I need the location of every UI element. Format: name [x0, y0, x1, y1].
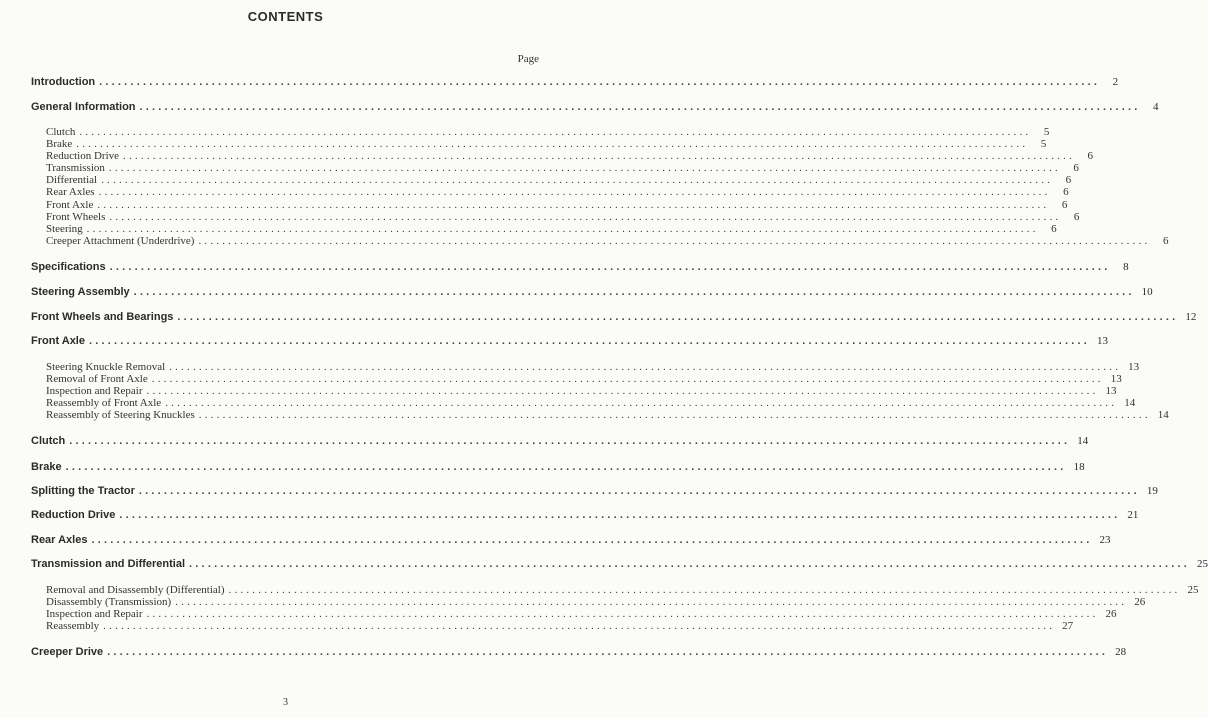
- toc-entry-label: Removal of Front Axle: [46, 373, 148, 385]
- toc-entry: [31, 261, 1129, 273]
- toc-subentry: [46, 596, 1146, 608]
- toc-entry-label: Differential: [46, 174, 98, 186]
- leader-dots: ................................................................................................................................................................: [198, 409, 1151, 421]
- leader-dots: ................................................................................................................................................................: [138, 485, 1140, 497]
- toc-entry-page: 14: [1157, 409, 1169, 421]
- toc-entry: [31, 76, 1119, 88]
- toc-subentry: [46, 620, 1074, 632]
- toc-entry-label: Reduction Drive: [46, 150, 120, 162]
- toc-entry-page: 19: [1146, 485, 1158, 497]
- toc-subentry: [46, 174, 1072, 186]
- toc-subentry: [46, 150, 1094, 162]
- leader-dots: ................................................................................................................................................................: [151, 373, 1104, 385]
- page-column-header: Page: [517, 53, 539, 65]
- toc-entry: [31, 558, 1208, 570]
- leader-dots: ................................................................................................................................................................: [198, 235, 1151, 247]
- toc-entry-label: Steering: [46, 223, 83, 235]
- leader-dots: ................................................................................................................................................................: [133, 286, 1135, 298]
- toc-entry-page: 13: [1110, 373, 1122, 385]
- toc-subentry: [46, 361, 1140, 373]
- leader-dots: ................................................................................................................................................................: [79, 126, 1032, 138]
- toc-entry: [31, 509, 1139, 521]
- toc-entry: [31, 101, 1159, 113]
- toc-subentry: [46, 223, 1057, 235]
- toc-entry-label: Reduction Drive: [31, 509, 116, 521]
- leader-dots: ................................................................................................................................................................: [65, 461, 1067, 473]
- toc-entry-label: Reassembly of Steering Knuckles: [46, 409, 195, 421]
- toc-entry-page: 6: [1087, 150, 1094, 162]
- toc-subentry: [46, 126, 1050, 138]
- leader-dots: ................................................................................................................................................................: [146, 385, 1099, 397]
- toc-entry-label: Creeper Attachment (Underdrive): [46, 235, 195, 247]
- toc-subentry: [46, 409, 1169, 421]
- leader-dots: ................................................................................................................................................................: [76, 138, 1029, 150]
- toc-entry-page: 23: [1099, 534, 1111, 546]
- toc-entry-page: 25: [1197, 558, 1208, 570]
- toc-entry-page: 13: [1128, 361, 1140, 373]
- toc-entry: [31, 646, 1127, 658]
- leader-dots: ................................................................................................................................................................: [228, 584, 1181, 596]
- toc-entry-label: Front Wheels: [46, 211, 106, 223]
- leader-dots: ................................................................................................................................................................: [108, 162, 1061, 174]
- toc-entry-label: Disassembly (Transmission): [46, 596, 172, 608]
- toc-entry-page: 6: [1065, 174, 1072, 186]
- toc-entry-page: 6: [1162, 235, 1169, 247]
- toc-subentry: [46, 373, 1122, 385]
- toc-entry-label: Transmission: [46, 162, 105, 174]
- toc-entry: [31, 461, 1085, 473]
- leader-dots: ................................................................................................................................................................: [169, 361, 1122, 373]
- toc-entry-page: 10: [1141, 286, 1153, 298]
- toc-entry-label: Rear Axles: [46, 186, 95, 198]
- page-title: CONTENTS: [247, 9, 324, 24]
- leader-dots: ................................................................................................................................................................: [139, 101, 1141, 113]
- leader-dots: ................................................................................................................................................................: [175, 596, 1128, 608]
- toc-entry-page: 6: [1073, 211, 1080, 223]
- toc-entry: [31, 311, 1197, 323]
- toc-entry-label: General Information: [31, 101, 136, 113]
- leader-dots: ................................................................................................................................................................: [86, 223, 1039, 235]
- toc-entry-label: Brake: [46, 138, 73, 150]
- toc-entry-page: 14: [1077, 435, 1089, 447]
- leader-dots: ................................................................................................................................................................: [165, 397, 1118, 409]
- toc-entry-page: 27: [1062, 620, 1074, 632]
- toc-entry: [31, 534, 1111, 546]
- toc-entry-label: Specifications: [31, 261, 106, 273]
- toc-entry-page: 13: [1105, 385, 1117, 397]
- toc-entry-label: Reassembly: [46, 620, 100, 632]
- toc-entry-label: Creeper Drive: [31, 646, 104, 658]
- toc-entry-page: 21: [1127, 509, 1139, 521]
- toc-entry-label: Inspection and Repair: [46, 385, 143, 397]
- leader-dots: ................................................................................................................................................................: [89, 335, 1090, 347]
- toc-entry: [31, 286, 1153, 298]
- page-number: 3: [283, 697, 288, 708]
- toc-subentry: [46, 235, 1169, 247]
- toc-entry-page: 18: [1073, 461, 1085, 473]
- toc-subentry: [46, 138, 1047, 150]
- toc-entry: [31, 485, 1158, 497]
- toc-entry-page: 13: [1096, 335, 1108, 347]
- toc-entry-label: Introduction: [31, 76, 96, 88]
- toc-entry-label: Splitting the Tractor: [31, 485, 135, 497]
- toc-entry-label: Front Wheels and Bearings: [31, 311, 174, 323]
- toc-entry-label: Transmission and Differential: [31, 558, 186, 570]
- toc-subentry: [46, 162, 1079, 174]
- toc-entry-label: Rear Axles: [31, 534, 88, 546]
- leader-dots: ................................................................................................................................................................: [107, 646, 1109, 658]
- toc-entry-label: Clutch: [46, 126, 76, 138]
- leader-dots: ................................................................................................................................................................: [97, 199, 1050, 211]
- toc-entry-page: 6: [1073, 162, 1079, 174]
- toc-entry-page: 5: [1040, 138, 1047, 150]
- leader-dots: ................................................................................................................................................................: [189, 558, 1191, 570]
- leader-dots: ................................................................................................................................................................: [101, 174, 1054, 186]
- toc-entry-page: 28: [1115, 646, 1127, 658]
- leader-dots: ................................................................................................................................................................: [109, 211, 1062, 223]
- toc-entry-page: 6: [1063, 186, 1069, 198]
- toc-subentry: [46, 211, 1080, 223]
- toc-entry-label: Clutch: [31, 435, 66, 447]
- toc-entry-page: 6: [1051, 223, 1057, 235]
- leader-dots: ................................................................................................................................................................: [98, 186, 1051, 198]
- toc-entry-page: 25: [1187, 584, 1199, 596]
- leader-dots: ................................................................................................................................................................: [119, 509, 1121, 521]
- toc-entry-page: 14: [1124, 397, 1136, 409]
- toc-entry-page: 12: [1185, 311, 1197, 323]
- toc-subentry: [46, 186, 1069, 198]
- toc-entry-page: 6: [1061, 199, 1068, 211]
- toc-entry-page: 26: [1105, 608, 1117, 620]
- toc-entry-label: Front Axle: [31, 335, 85, 347]
- toc-entry-label: Steering Assembly: [31, 286, 130, 298]
- toc-subentry: [46, 199, 1068, 211]
- leader-dots: ................................................................................................................................................................: [69, 435, 1071, 447]
- toc-subentry: [46, 397, 1136, 409]
- leader-dots: ................................................................................................................................................................: [123, 150, 1076, 162]
- toc-entry-label: Reassembly of Front Axle: [46, 397, 162, 409]
- toc-entry-page: 4: [1153, 101, 1159, 113]
- leader-dots: ................................................................................................................................................................: [99, 76, 1101, 88]
- toc-subentry: [46, 385, 1117, 397]
- toc-entry-page: 26: [1134, 596, 1146, 608]
- toc-entry-label: Front Axle: [46, 199, 94, 211]
- toc-entry-page: 5: [1043, 126, 1050, 138]
- leader-dots: ................................................................................................................................................................: [146, 608, 1099, 620]
- toc-entry-label: Brake: [31, 461, 62, 473]
- leader-dots: ................................................................................................................................................................: [177, 311, 1179, 323]
- toc-entry-label: Removal and Disassembly (Differential): [46, 584, 225, 596]
- leader-dots: ................................................................................................................................................................: [91, 534, 1093, 546]
- leader-dots: ................................................................................................................................................................: [109, 261, 1111, 273]
- toc-entry-page: 8: [1123, 261, 1129, 273]
- toc-subentry: [46, 584, 1199, 596]
- toc-entry: [31, 435, 1089, 447]
- toc-subentry: [46, 608, 1117, 620]
- toc-entry-label: Inspection and Repair: [46, 608, 143, 620]
- leader-dots: ................................................................................................................................................................: [103, 620, 1056, 632]
- toc-entry: [31, 335, 1108, 347]
- toc-entry-label: Steering Knuckle Removal: [46, 361, 166, 373]
- toc-entry-page: 2: [1112, 76, 1119, 88]
